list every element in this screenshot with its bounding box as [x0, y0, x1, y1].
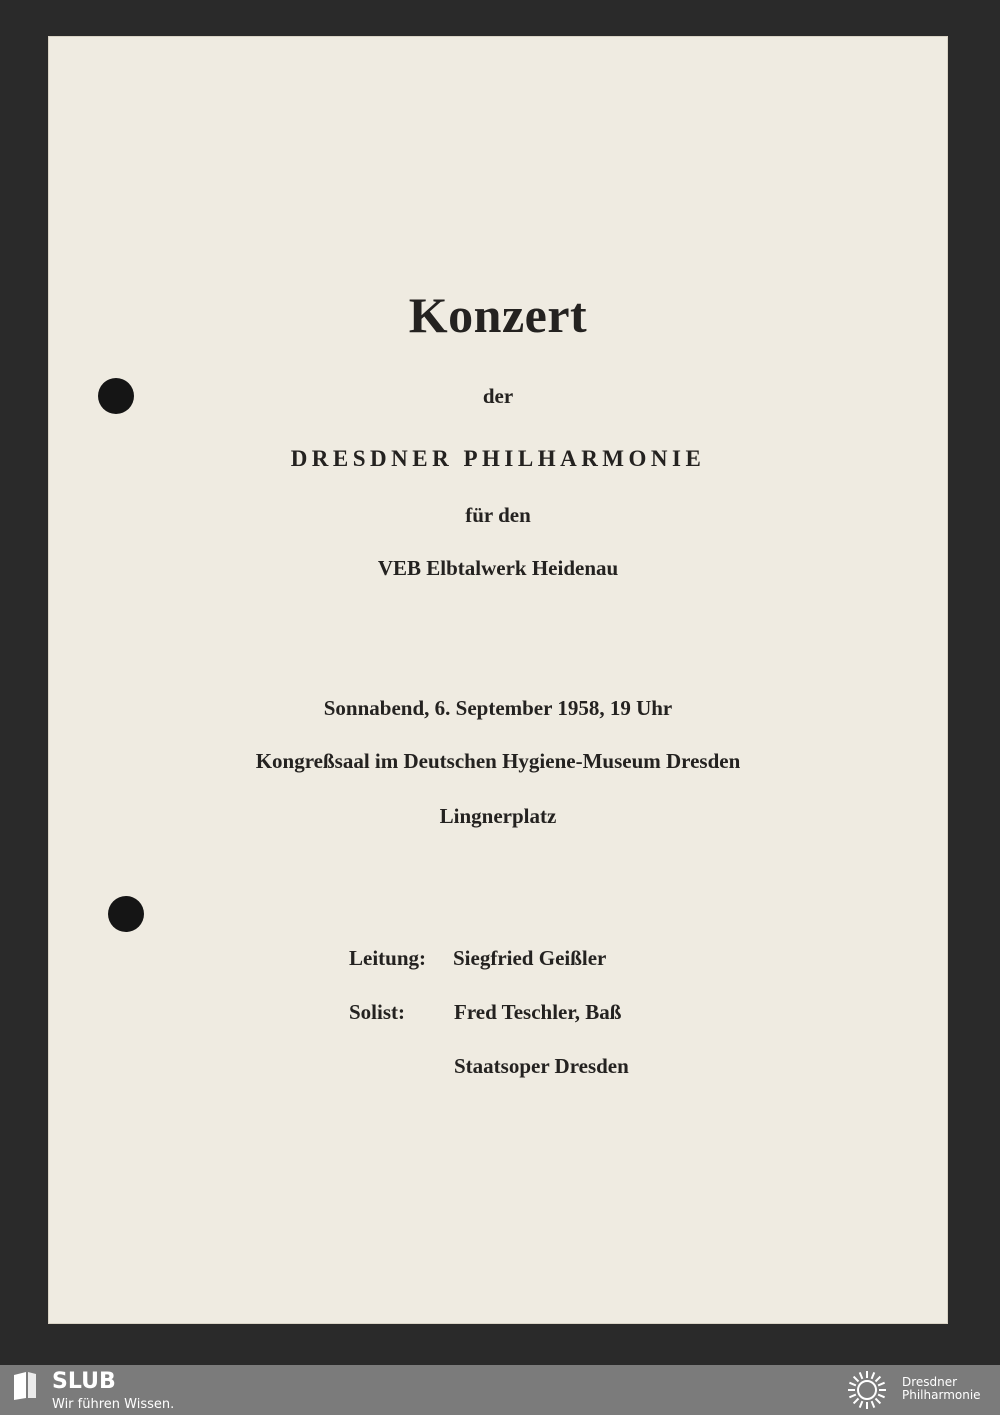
- conductor-label: Leitung:: [349, 946, 427, 970]
- event-date: Sonnabend, 6. September 1958, 19 Uhr: [323, 696, 673, 720]
- text-fuer-den: für den: [465, 503, 531, 527]
- punch-hole: [108, 896, 144, 932]
- footer-bar: [0, 1365, 1000, 1415]
- partner-line2: Philharmonie: [902, 1388, 981, 1402]
- partner-line1: Dresdner: [902, 1375, 958, 1389]
- library-name[interactable]: SLUB: [52, 1369, 116, 1394]
- text-der: der: [482, 384, 514, 408]
- soloist-label: Solist:: [349, 1000, 406, 1024]
- soloist-name: Fred Teschler, Baß: [454, 1000, 622, 1024]
- soloist-affiliation: Staatsoper Dresden: [454, 1054, 629, 1078]
- document-page: [48, 36, 948, 1324]
- partner-logo-text[interactable]: [902, 1376, 981, 1402]
- host-company: VEB Elbtalwerk Heidenau: [377, 556, 619, 580]
- orchestra-name: DRESDNER PHILHARMONIE: [290, 446, 706, 471]
- event-venue: Kongreßsaal im Deutschen Hygiene-Museum Dresden: [255, 749, 741, 773]
- page-title: Konzert: [408, 287, 588, 343]
- venue-address: Lingnerplatz: [439, 804, 557, 828]
- book-icon[interactable]: [12, 1371, 38, 1401]
- sunburst-icon[interactable]: [843, 1368, 891, 1412]
- conductor-name: Siegfried Geißler: [453, 946, 607, 970]
- library-tagline: Wir führen Wissen.: [52, 1397, 175, 1412]
